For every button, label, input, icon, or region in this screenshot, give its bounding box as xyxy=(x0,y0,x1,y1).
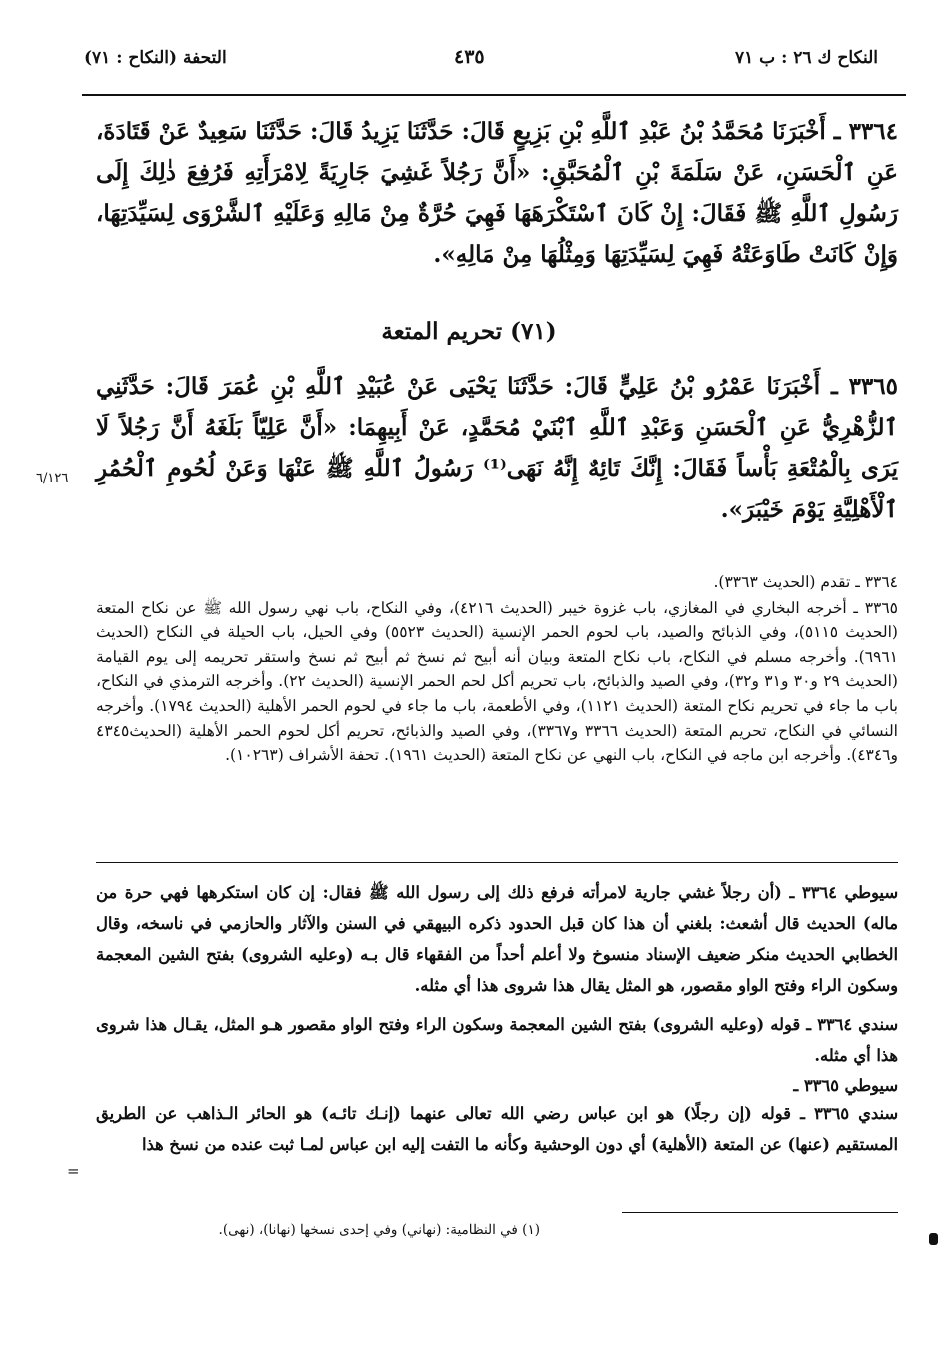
page-number: ٤٣٥ xyxy=(454,46,485,68)
takhrij-3365: ٣٣٦٥ ـ أخرجه البخاري في المغازي، باب غزوة خيبر (الحديث ٤٢١٦)، وفي النكاح، باب نهي رسول الله ﷺ عن نكاح المتعة (الحديث ٥١١٥)، وفي الذبائح والصيد، باب لحوم الحمر الإنسية (الحديث ٥٥٢٣) وفي الحيل، باب الحيلة في النكاح (الحديث ٦٩٦١). وأخرجه مسلم في النكاح، باب نكاح المتعة وبيان أنه أبيح ثم نسخ ثم أبيح ثم نسخ واستقر تحريمه إلى يوم القيامة (الحديث ٢٩ و٣٠ و٣١ و٣٢)، وفي الصيد والذبائح، باب تحريم أكل لحم الحمر الإنسية (الحديث ٢٢). وأخرجه الترمذي في النكاح، باب ما جاء في تحريم نكاح المتعة (الحديث ١١٢١)، وفي الأطعمة، باب ما جاء في لحوم الحمر الأهلية (الحديث ١٧٩٤). وأخرجه النسائي في النكاح، تحريم المتعة (الحديث ٣٣٦٦ و٣٣٦٧)، وفي الصيد والذبائح، تحريم أكل لحوم الحمر الأهلية (الحديث٤٣٤٥ و٤٣٤٦). وأخرجه ابن ماجه في النكاح، باب النهي عن نكاح المتعة (الحديث ١٩٦١). تحفة الأشراف (١٠٢٦٣). xyxy=(96,598,898,765)
commentary-sindi-3364: سندي ٣٣٦٤ ـ قوله (وعليه الشروى) بفتح الشين المعجمة وسكون الراء وفتح الواو مقصور هـو المثل، يقـال هذا شروى هذا أي مثله. xyxy=(96,1015,899,1065)
running-header-tuhfa: التحفة (النكاح : ٧١) xyxy=(84,48,227,68)
commentary-suyuti-3365: سيوطي ٣٣٦٥ ـ xyxy=(793,1076,898,1095)
scan-mark xyxy=(929,1233,938,1245)
takhrij-3364: ٣٣٦٤ ـ تقدم (الحديث ٣٣٦٣). xyxy=(713,573,898,591)
footnote-1: (١) في النظامية: (نهاني) وفي إحدى نسخها (نهانا)، (نهى). xyxy=(218,1222,540,1238)
takhrij-notes xyxy=(96,570,898,769)
margin-reference: ٦/١٢٦ xyxy=(36,471,69,486)
continuation-mark: = xyxy=(67,1162,80,1180)
commentary-suyuti-3364: سيوطي ٣٣٦٤ ـ (أن رجلاً غشي جارية لامرأته فرفع ذلك إلى رسول الله ﷺ فقال: إن كان استكرهها فهي حرة من ماله) الحديث قال أشعث: بلغني أن هذا كان قبل الحدود ذكره البيهقي في السنن والآثار والحازمي في ناسخه، وقال الخطابي الحديث منكر ضعيف الإسناد منسوخ ولا أعلم أحداً من الفقهاء قال بـه (وعليه الشروى) بفتح الشين المعجمة وسكون الراء وفتح الواو مقصور، هو المثل يقال هذا شروى هذا أي مثله. xyxy=(96,883,898,995)
hadith-3364: ٣٣٦٤ ـ أَخْبَرَنَا مُحَمَّدُ بْنُ عَبْدِ ٱللَّهِ بْنِ بَزِيعٍ قَالَ: حَدَّثَنَا يَزِيدُ قَالَ: حَدَّثَنَا سَعِيدٌ عَنْ قَتَادَةَ، عَنِ ٱلْحَسَنِ، عَنْ سَلَمَةَ بْنِ ٱلْمُحَبَّقِ: «أَنَّ رَجُلاً غَشِيَ جَارِيَةً لِامْرَأَتِهِ فَرُفِعَ ذٰلِكَ إِلَى رَسُولِ ٱللَّهِ ﷺ فَقَالَ: إِنْ كَانَ ٱسْتَكْرَهَهَا فَهِيَ حُرَّةٌ مِنْ مَالِهِ وَعَلَيْهِ ٱلشَّرْوَى لِسَيِّدَتِهَا، وَإِنْ كَانَتْ طَاوَعَتْهُ فَهِيَ لِسَيِّدَتِهَا وَمِثْلُهَا مِنْ مَالِهِ». xyxy=(96,118,898,268)
hadith-3365: ٣٣٦٥ ـ أَخْبَرَنَا عَمْرُو بْنُ عَلِيٍّ قَالَ: حَدَّثَنَا يَحْيَى عَنْ عُبَيْدِ ٱللَّهِ بْنِ عُمَرَ قَالَ: حَدَّثَنِي ٱلزُّهْرِيُّ عَنِ ٱلْحَسَنِ وَعَبْدِ ٱللَّهِ ٱبْنَيْ مُحَمَّدٍ، عَنْ أَبِيهِمَا: «أَنَّ عَلِيّاً بَلَغَهُ أَنَّ رَجُلاً لَا يَرَى بِالْمُتْعَةِ بَأْساً فَقَالَ: إِنَّكَ تَائِهٌ إِنَّهُ نَهَى⁽¹⁾ رَسُولُ ٱللَّهِ ﷺ عَنْهَا وَعَنْ لُحُومِ ٱلْحُمُرِ ٱلْأَهْلِيَّةِ يَوْمَ خَيْبَرَ». xyxy=(96,373,899,523)
running-header-chapter: النكاح ك ٢٦ : ب ٧١ xyxy=(734,48,878,68)
commentary-sindi-3365: سندي ٣٣٦٥ ـ قوله (إن رجلًا) هو ابن عباس رضي الله تعالى عنهما (إنـك تائـه) هو الحائر الـذاهب عن الطريق المستقيم (عنها) عن المتعة (الأهلية) أي دون الوحشية وكأنه ما التفت إليه ابن عباس لمـا ثبت عنده من نسخ هذا xyxy=(96,1104,898,1154)
header-rule xyxy=(82,94,906,96)
footnote-divider xyxy=(622,1212,898,1213)
section-title: (٧١) تحريم المتعة xyxy=(381,318,557,345)
commentary-divider xyxy=(96,862,898,863)
